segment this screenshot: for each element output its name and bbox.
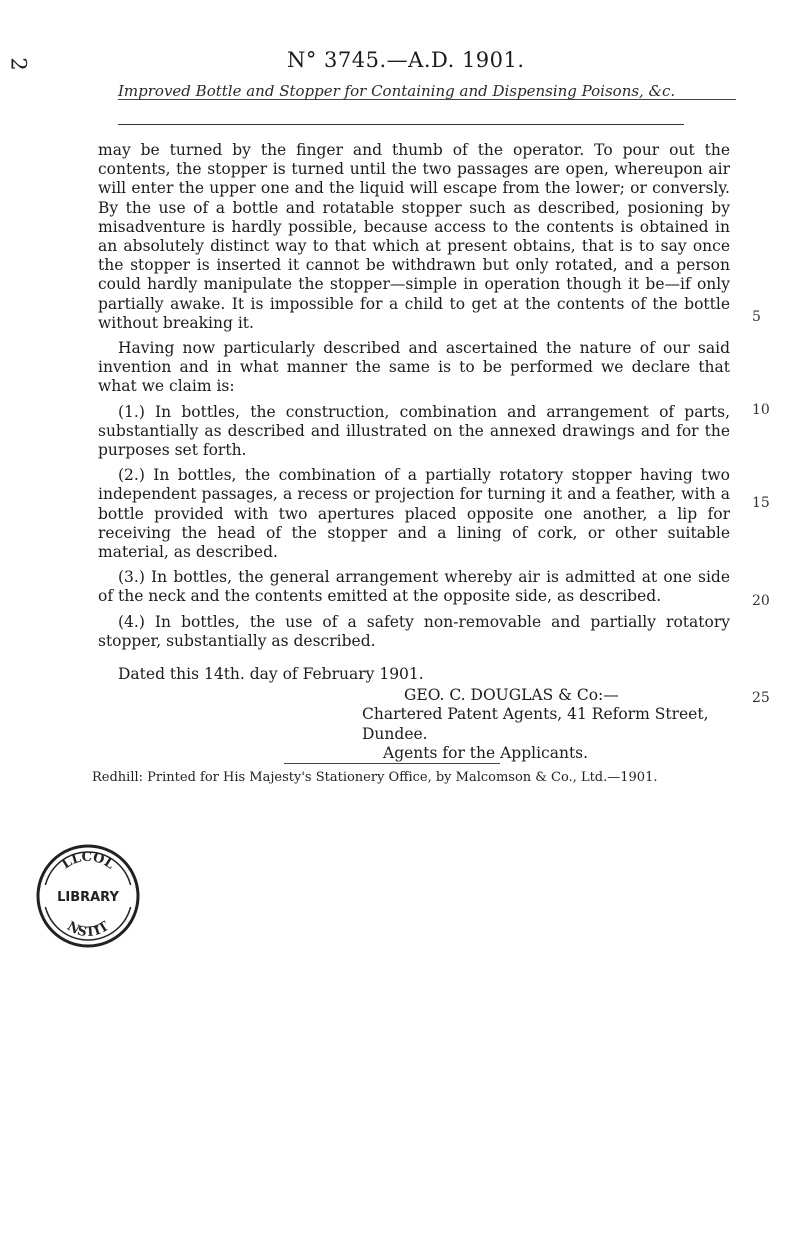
printer-imprint: Redhill: Printed for His Majesty's Stationery Office, by Malcomson & Co., Ltd.—1901. [92, 770, 658, 785]
line-number: 15 [752, 495, 770, 511]
document-subtitle: Improved Bottle and Stopper for Containing and Dispensing Poisons, &c. [118, 82, 676, 100]
line-number: 25 [752, 690, 770, 706]
paragraph-description: may be turned by the finger and thumb of the operator. To pour out the contents, the stopper is turned until the two passages are open, whereupon air will enter the upper one and the liquid will escape from the lower; or conversly. By the use of a bottle and rotatable stopper such as described, posioning by misadventure is hardly possible, because access to the contents is obtained in an absolutely distinct way to that which at present obtains, that is to say once the stopper is inserted it cannot be withdrawn but only rotated, and a person could hardly manipulate the stopper—simple in operation though it be—if only partially awake. It is impossible for a child to get at the contents of the bottle without breaking it. [98, 141, 730, 332]
line-number: 5 [752, 309, 761, 325]
page-header-title: N° 3745.—A.D. 1901. [287, 48, 525, 72]
stamp-top-text: LLCOL [59, 849, 117, 873]
library-stamp-icon [33, 841, 143, 951]
line-number: 20 [752, 593, 770, 609]
paragraph-claim-intro: Having now particularly described and ascertained the nature of our said invention and in what manner the same is to be performed we declare that what we claim is: [98, 339, 730, 396]
page-number: 2 [6, 57, 31, 71]
svg-text:LLCOL [59, 850, 116, 873]
stamp-bottom-text: NSTIT [64, 919, 112, 941]
agent-name: GEO. C. DOUGLAS & Co:— [404, 686, 619, 705]
body-text [98, 141, 730, 651]
agent-firm: Chartered Patent Agents, 41 Reform Street, Dundee. [362, 705, 709, 743]
stamp-center-text: LIBRARY [57, 890, 119, 905]
printer-rule [284, 763, 500, 764]
claim-2: (2.) In bottles, the combination of a partially rotatory stopper having two independent passages, a recess or projection for turning it and a feather, with a bottle provided with two apertures placed opposite one another, a lip for receiving the head of the stopper and a lining of cork, or other suitable material, as described. [98, 466, 730, 562]
line-number: 10 [752, 402, 770, 418]
subtitle-rule [118, 124, 684, 125]
date-line: Dated this 14th. day of February 1901. [118, 665, 424, 683]
claim-1: (1.) In bottles, the construction, combination and arrangement of parts, substantially as described and illustrated on the annexed drawings and for the purposes set forth. [98, 402, 730, 460]
agent-role: Agents for the Applicants. [383, 743, 589, 762]
claim-4: (4.) In bottles, the use of a safety non-removable and partially rotatory stopper, substantially as described. [98, 612, 730, 650]
claim-3: (3.) In bottles, the general arrangement whereby air is admitted at one side of the neck and the contents emitted at the opposite side, as described. [98, 568, 730, 606]
signature-block [98, 665, 730, 763]
